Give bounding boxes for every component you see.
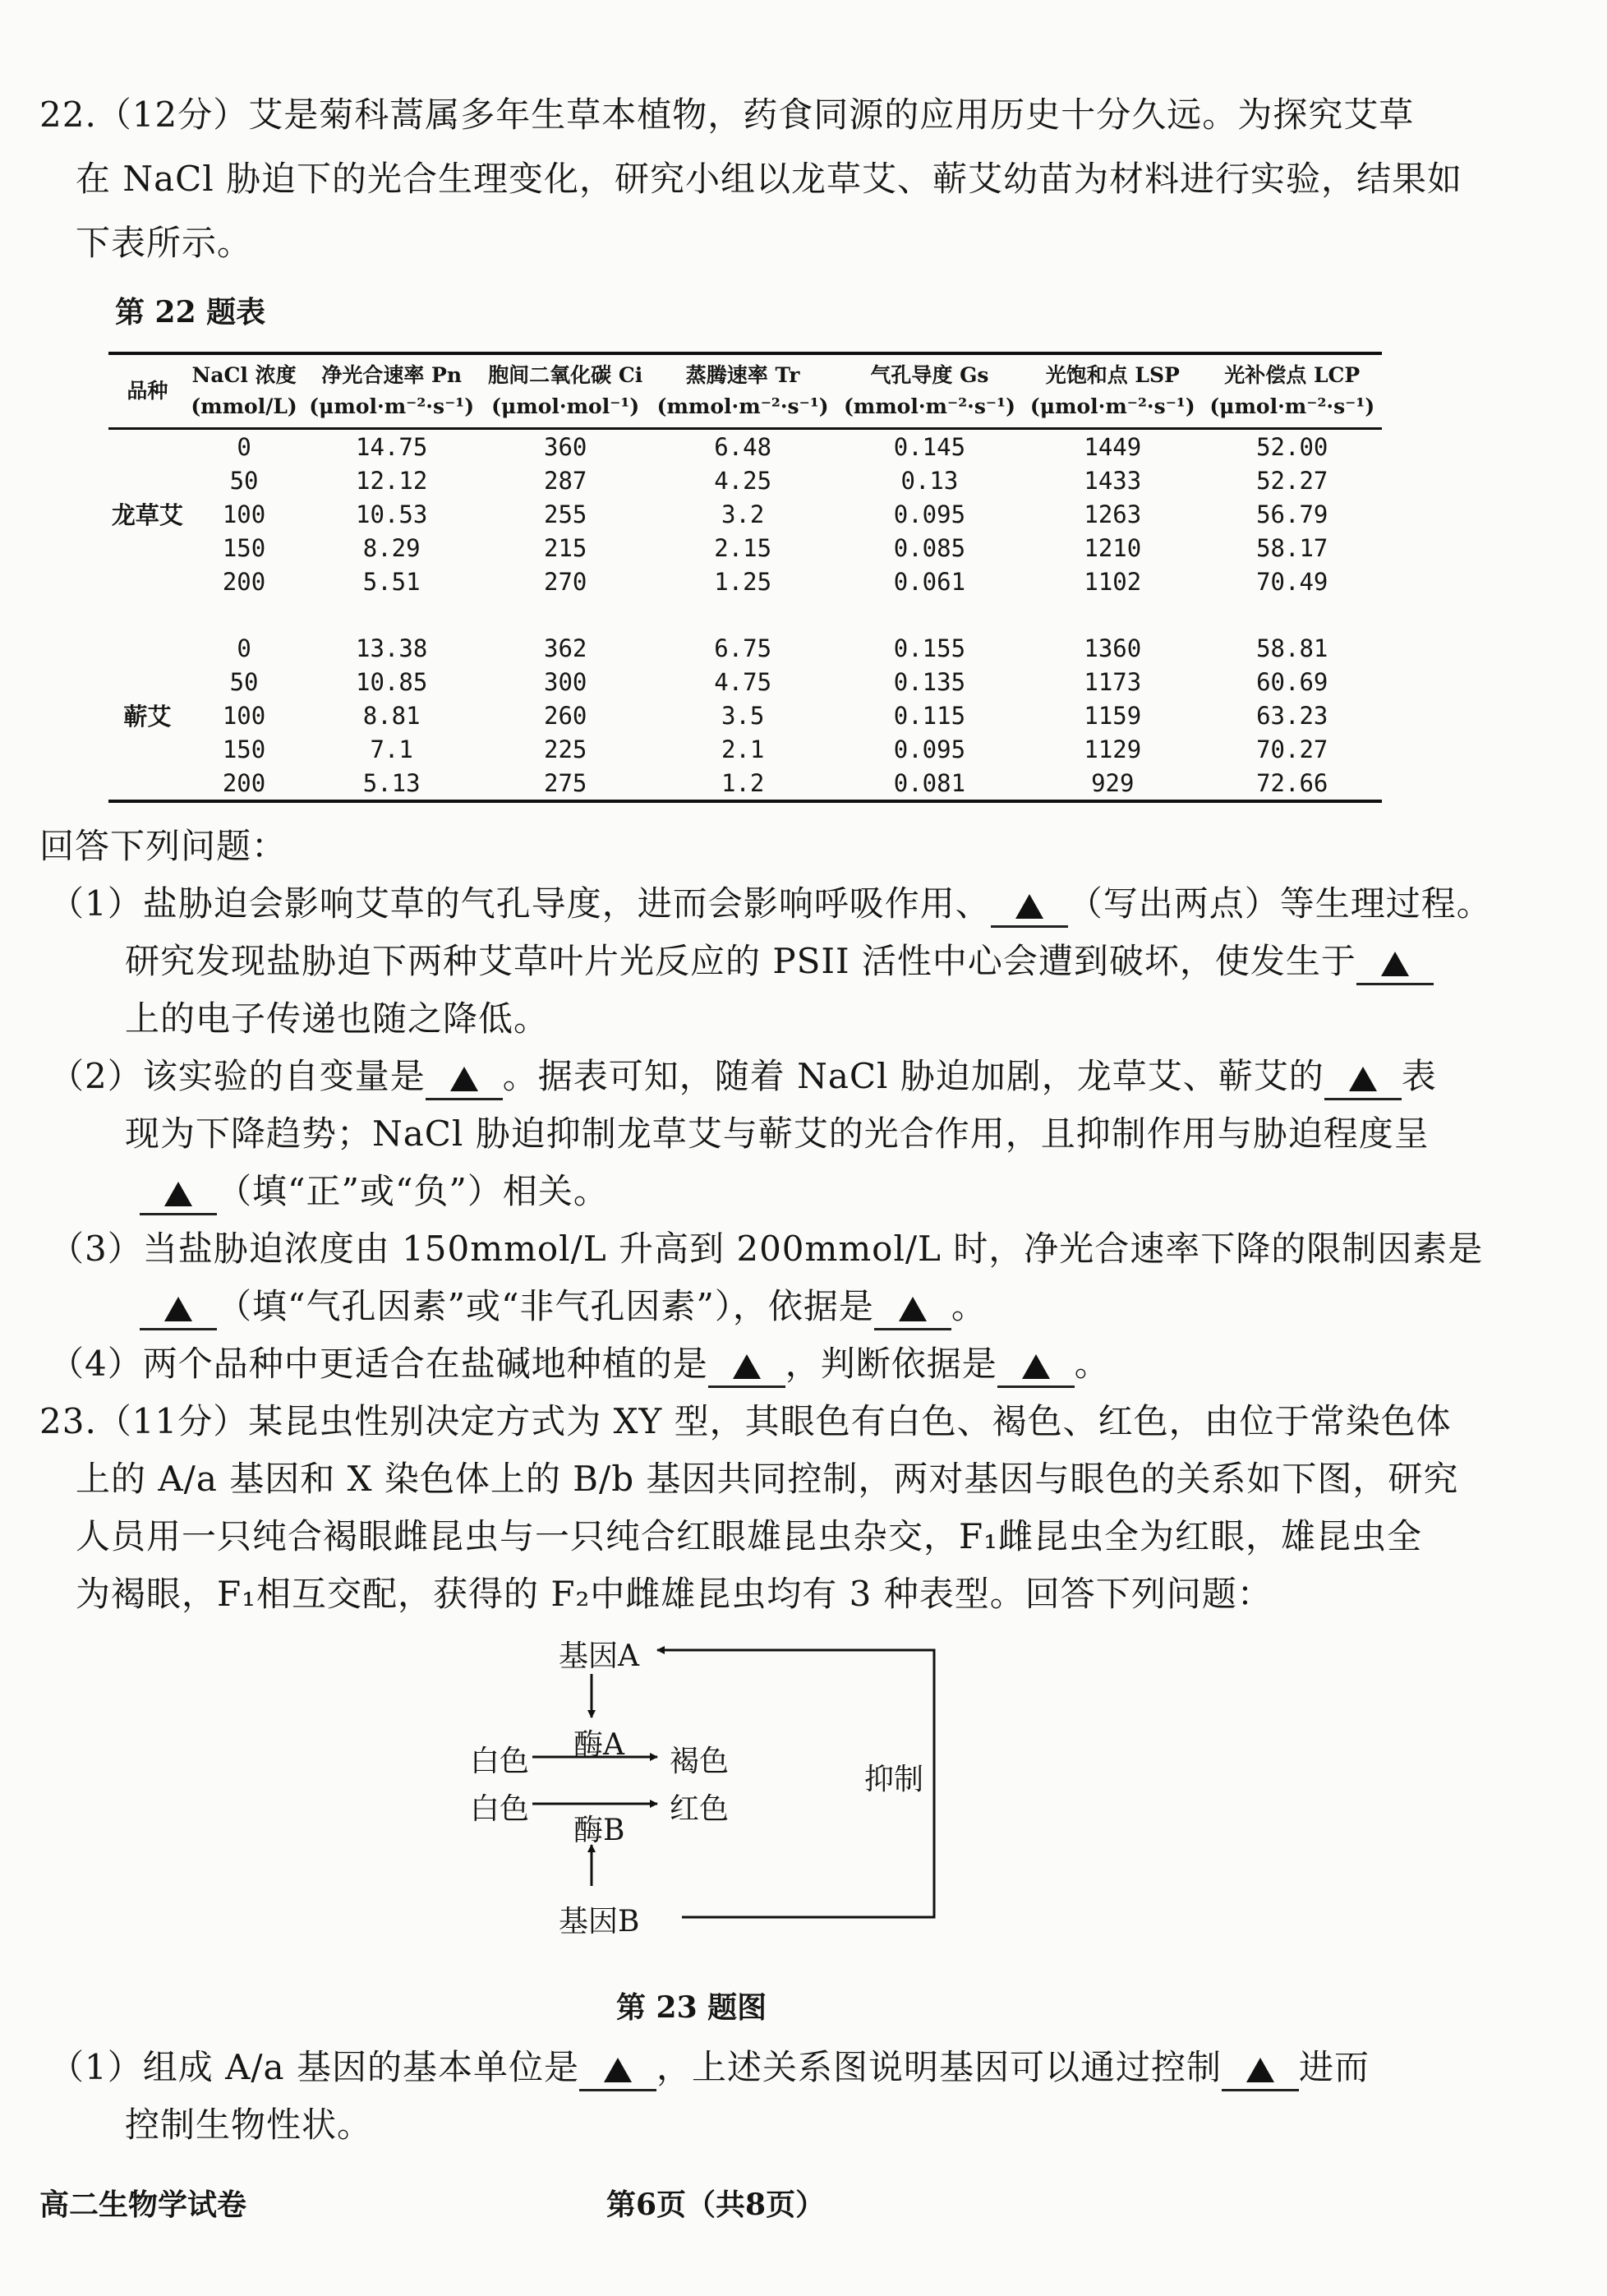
q22-sub2-text-a: （2）该实验的自变量是 bbox=[49, 1056, 426, 1096]
q22-sub4-text-c: 。 bbox=[1074, 1344, 1110, 1384]
q22-line-2: 在 NaCl 胁迫下的光合生理变化，研究小组以龙草艾、蕲艾幼苗为材料进行实验，结果如 bbox=[76, 159, 1463, 199]
enzyme-a-label: 酶A bbox=[573, 1728, 624, 1762]
table-cell: 1433 bbox=[1084, 466, 1142, 495]
table-row bbox=[108, 565, 1382, 598]
triangle-marker-icon bbox=[164, 1182, 192, 1206]
variety-cell bbox=[108, 732, 186, 766]
table-cell: 287 bbox=[543, 466, 587, 495]
table-cell: 150 bbox=[222, 533, 266, 562]
footer-page-number: 第6页（共8页） bbox=[606, 2188, 826, 2222]
answer-blank[interactable] bbox=[1356, 943, 1434, 985]
q22-sub2-text-c: 表 bbox=[1401, 1056, 1437, 1096]
answer-blank[interactable] bbox=[874, 1289, 951, 1330]
table-cell: 56.79 bbox=[1256, 500, 1328, 528]
table-cell: 3.5 bbox=[721, 701, 765, 730]
column-header-unit: (mmol/L) bbox=[191, 394, 297, 418]
column-header-name: 净光合速率 Pn bbox=[321, 363, 462, 387]
table-header-row bbox=[108, 353, 1382, 429]
answer-blank[interactable] bbox=[140, 1173, 217, 1215]
table-cell: 929 bbox=[1023, 766, 1202, 801]
table-row bbox=[108, 631, 1382, 665]
table-cell: 100 bbox=[222, 701, 266, 730]
table-cell: 6.48 bbox=[714, 432, 772, 461]
table-cell: 1.25 bbox=[714, 567, 772, 596]
triangle-marker-icon bbox=[1349, 1067, 1377, 1091]
q22-sub1-text-c: 研究发现盐胁迫下两种艾草叶片光反应的 PSII 活性中心会遭到破坏，使发生于 bbox=[125, 941, 1356, 981]
table-cell: 10.85 bbox=[356, 667, 428, 696]
table-cell: 70.49 bbox=[1256, 567, 1328, 596]
column-header-name: 蒸腾速率 Tr bbox=[685, 363, 800, 387]
answer-blank[interactable] bbox=[1222, 2049, 1299, 2091]
column-header bbox=[1203, 353, 1383, 429]
q22-sub1-line2 bbox=[125, 938, 1434, 985]
table-cell: 12.12 bbox=[356, 466, 428, 495]
triangle-marker-icon bbox=[164, 1297, 192, 1321]
table-cell: 72.66 bbox=[1203, 766, 1383, 801]
table-cell: 0.155 bbox=[893, 634, 966, 662]
table-cell: 50 bbox=[229, 466, 259, 495]
table-cell: 0.095 bbox=[893, 735, 966, 763]
table-cell: 225 bbox=[543, 735, 587, 763]
gene-b-label: 基因B bbox=[559, 1905, 640, 1939]
q22-sub3-line1: （3）当盐胁迫浓度由 150mmol/L 升高到 200mmol/L 时，净光合速率下降的限制因素是 bbox=[49, 1229, 1484, 1269]
q22-sub2-line3 bbox=[140, 1169, 609, 1215]
variety-cell bbox=[108, 766, 186, 801]
triangle-marker-icon bbox=[899, 1297, 927, 1321]
table-cell: 5.13 bbox=[302, 766, 481, 801]
answer-prompt: 回答下列问题： bbox=[39, 826, 288, 866]
table-cell: 362 bbox=[543, 634, 587, 662]
column-header-unit: (μmol·m⁻²·s⁻¹) bbox=[1029, 394, 1195, 418]
inhibit-label: 抑制 bbox=[864, 1763, 924, 1796]
table-row bbox=[108, 665, 1382, 698]
table-cell: 215 bbox=[543, 533, 587, 562]
variety-cell bbox=[108, 665, 186, 698]
column-header-name: 光饱和点 LSP bbox=[1045, 363, 1180, 387]
column-header bbox=[649, 353, 836, 429]
column-header-unit: (μmol·m⁻²·s⁻¹) bbox=[1209, 394, 1375, 418]
table-cell: 1.2 bbox=[649, 766, 836, 801]
triangle-marker-icon bbox=[604, 2058, 632, 2082]
answer-blank[interactable] bbox=[579, 2049, 656, 2091]
table-row bbox=[108, 497, 1382, 531]
table-cell: 270 bbox=[543, 567, 587, 596]
q23-line-3: 人员用一只纯合褐眼雌昆虫与一只纯合红眼雄昆虫杂交，F₁雌昆虫全为红眼，雄昆虫全 bbox=[76, 1516, 1422, 1556]
q22-sub2-line1 bbox=[49, 1053, 1437, 1100]
triangle-marker-icon bbox=[1381, 952, 1409, 976]
table-cell: 1173 bbox=[1084, 667, 1142, 696]
column-header bbox=[481, 353, 650, 429]
q23-sub1-line1 bbox=[49, 2045, 1370, 2091]
figure-caption: 第 23 题图 bbox=[616, 1990, 767, 2025]
column-header bbox=[836, 353, 1023, 429]
column-header-name: 光补偿点 LCP bbox=[1224, 363, 1361, 387]
column-header-name: 气孔导度 Gs bbox=[870, 363, 989, 387]
table-cell: 100 bbox=[222, 500, 266, 528]
table-cell: 50 bbox=[229, 667, 259, 696]
q23-sub1-text-a: （1）组成 A/a 基因的基本单位是 bbox=[49, 2047, 579, 2087]
column-header-unit: (mmol·m⁻²·s⁻¹) bbox=[656, 394, 829, 418]
q23-sub1-line2: 控制生物性状。 bbox=[125, 2105, 373, 2145]
table-cell: 1159 bbox=[1084, 701, 1142, 730]
table-cell: 275 bbox=[481, 766, 650, 801]
table-cell: 0.13 bbox=[900, 466, 959, 495]
table-cell: 10.53 bbox=[356, 500, 428, 528]
triangle-marker-icon bbox=[1246, 2058, 1274, 2082]
q22-sub1-text-b: （写出两点）等生理过程。 bbox=[1067, 883, 1492, 924]
table-row bbox=[108, 766, 1382, 801]
triangle-marker-icon bbox=[1022, 1354, 1050, 1379]
table-cell: 14.75 bbox=[356, 432, 428, 461]
table-cell: 0.145 bbox=[893, 432, 966, 461]
column-header bbox=[186, 353, 302, 429]
q23-sub1-text-c: 进而 bbox=[1298, 2047, 1370, 2087]
column-header bbox=[1023, 353, 1202, 429]
brown-label: 褐色 bbox=[670, 1745, 730, 1778]
table-cell: 8.81 bbox=[362, 701, 421, 730]
q22-sub4-line1 bbox=[49, 1341, 1110, 1388]
table-cell: 0.081 bbox=[836, 766, 1023, 801]
table-cell: 2.15 bbox=[714, 533, 772, 562]
q22-sub3-text-c: 。 bbox=[951, 1286, 987, 1326]
q22-sub2-text-e: （填“正”或“负”）相关。 bbox=[217, 1171, 609, 1211]
table-row bbox=[108, 429, 1382, 464]
q22-sub4-text-b: ，判断依据是 bbox=[785, 1344, 997, 1384]
table-cell: 4.75 bbox=[714, 667, 772, 696]
table-cell: 255 bbox=[543, 500, 587, 528]
table-cell: 260 bbox=[543, 701, 587, 730]
q22-sub2-line2: 现为下降趋势；NaCl 胁迫抑制龙草艾与蕲艾的光合作用，且抑制作用与胁迫程度呈 bbox=[125, 1113, 1430, 1154]
table-cell: 52.00 bbox=[1256, 432, 1328, 461]
table-cell: 1360 bbox=[1084, 634, 1142, 662]
q23-line-4: 为褐眼，F₁相互交配，获得的 F₂中雌雄昆虫均有 3 种表型。回答下列问题： bbox=[76, 1574, 1273, 1614]
q23-line-2: 上的 A/a 基因和 X 染色体上的 B/b 基因共同控制，两对基因与眼色的关系如下图，研究 bbox=[76, 1459, 1459, 1499]
white-label-2: 白色 bbox=[470, 1792, 530, 1826]
table-row bbox=[108, 698, 1382, 732]
red-label: 红色 bbox=[670, 1792, 730, 1826]
data-table bbox=[108, 352, 1382, 803]
table-cell: 60.69 bbox=[1256, 667, 1328, 696]
q22-sub4-text-a: （4）两个品种中更适合在盐碱地种植的是 bbox=[49, 1344, 708, 1384]
table-cell: 8.29 bbox=[362, 533, 421, 562]
q22-line-3: 下表所示。 bbox=[76, 223, 253, 263]
variety-cell: 蕲艾 bbox=[123, 703, 172, 731]
table-caption: 第 22 题表 bbox=[115, 295, 266, 330]
table-cell: 360 bbox=[543, 432, 587, 461]
table-cell: 0.135 bbox=[893, 667, 966, 696]
footer-subject: 高二生物学试卷 bbox=[39, 2188, 247, 2222]
gene-a-label: 基因A bbox=[559, 1639, 639, 1673]
table-cell: 1210 bbox=[1084, 533, 1142, 562]
column-header-unit: (μmol·m⁻²·s⁻¹) bbox=[309, 394, 475, 418]
answer-blank[interactable] bbox=[997, 1346, 1075, 1388]
column-header-unit: (μmol·mol⁻¹) bbox=[491, 394, 640, 418]
q22-sub2-text-b: 。据表可知，随着 NaCl 胁迫加剧，龙草艾、蕲艾的 bbox=[502, 1056, 1324, 1096]
q22-sub1-text-a: （1）盐胁迫会影响艾草的气孔导度，进而会影响呼吸作用、 bbox=[49, 883, 991, 924]
column-header-unit: (mmol·m⁻²·s⁻¹) bbox=[843, 394, 1015, 418]
white-label-1: 白色 bbox=[470, 1745, 530, 1778]
variety-cell bbox=[108, 565, 186, 598]
table-cell: 0.061 bbox=[893, 567, 966, 596]
table-cell: 0.115 bbox=[893, 701, 966, 730]
q23-line-1: 23.（11分）某昆虫性别决定方式为 XY 型，其眼色有白色、褐色、红色，由位于常染色体 bbox=[39, 1401, 1452, 1441]
variety-cell bbox=[108, 463, 186, 497]
table-cell: 0.095 bbox=[893, 500, 966, 528]
answer-blank[interactable] bbox=[1324, 1058, 1402, 1100]
table-cell: 150 bbox=[222, 735, 266, 763]
table-row bbox=[108, 732, 1382, 766]
table-body bbox=[108, 429, 1382, 802]
table-cell: 1102 bbox=[1084, 567, 1142, 596]
triangle-marker-icon bbox=[450, 1067, 478, 1091]
variety-cell bbox=[108, 631, 186, 665]
answer-blank[interactable] bbox=[708, 1346, 785, 1388]
table-cell: 1449 bbox=[1084, 432, 1142, 461]
table-cell: 7.1 bbox=[370, 735, 413, 763]
variety-cell: 龙草艾 bbox=[111, 501, 183, 529]
q22-sub3-line2 bbox=[140, 1284, 987, 1330]
variety-cell bbox=[108, 531, 186, 565]
group-spacer-row bbox=[108, 598, 1382, 631]
q22-sub1-line1 bbox=[49, 881, 1492, 928]
table-cell: 6.75 bbox=[714, 634, 772, 662]
q23-sub1-text-b: ，上述关系图说明基因可以通过控制 bbox=[656, 2047, 1222, 2087]
table-cell: 0 bbox=[237, 432, 251, 461]
table-cell: 13.38 bbox=[356, 634, 428, 662]
table-row bbox=[108, 463, 1382, 497]
table-cell: 58.17 bbox=[1256, 533, 1328, 562]
table-cell: 2.1 bbox=[721, 735, 765, 763]
table-cell: 4.25 bbox=[714, 466, 772, 495]
table-cell: 63.23 bbox=[1256, 701, 1328, 730]
q22-line-1: 22.（12分）艾是菊科蒿属多年生草本植物，药食同源的应用历史十分久远。为探究艾草 bbox=[39, 95, 1415, 135]
answer-blank[interactable] bbox=[991, 886, 1068, 928]
column-header-name: 胞间二氧化碳 Ci bbox=[488, 363, 643, 387]
triangle-marker-icon bbox=[733, 1354, 761, 1379]
column-header bbox=[302, 353, 481, 429]
answer-blank[interactable] bbox=[140, 1289, 217, 1330]
triangle-marker-icon bbox=[1015, 894, 1043, 919]
table-cell: 1129 bbox=[1084, 735, 1142, 763]
table-cell: 1263 bbox=[1084, 500, 1142, 528]
column-header-name: 品种 bbox=[127, 379, 168, 403]
table-cell: 5.51 bbox=[362, 567, 421, 596]
q22-sub1-line3: 上的电子传递也随之降低。 bbox=[125, 998, 550, 1039]
gene-pathway-diagram bbox=[444, 1623, 953, 1952]
enzyme-b-label: 酶B bbox=[573, 1814, 625, 1847]
table-cell: 200 bbox=[186, 766, 302, 801]
q22-sub3-text-b: （填“气孔因素”或“非气孔因素”），依据是 bbox=[217, 1286, 874, 1326]
table-cell: 3.2 bbox=[721, 500, 765, 528]
table-cell: 52.27 bbox=[1256, 466, 1328, 495]
table-cell: 0 bbox=[237, 634, 251, 662]
column-header-name: NaCl 浓度 bbox=[191, 363, 297, 387]
table-row bbox=[108, 531, 1382, 565]
table-cell: 300 bbox=[543, 667, 587, 696]
answer-blank[interactable] bbox=[426, 1058, 503, 1100]
table-cell: 70.27 bbox=[1256, 735, 1328, 763]
column-header bbox=[108, 353, 186, 429]
variety-cell bbox=[108, 429, 186, 464]
table-cell: 200 bbox=[222, 567, 266, 596]
table-cell: 58.81 bbox=[1256, 634, 1328, 662]
table-cell: 0.085 bbox=[893, 533, 966, 562]
